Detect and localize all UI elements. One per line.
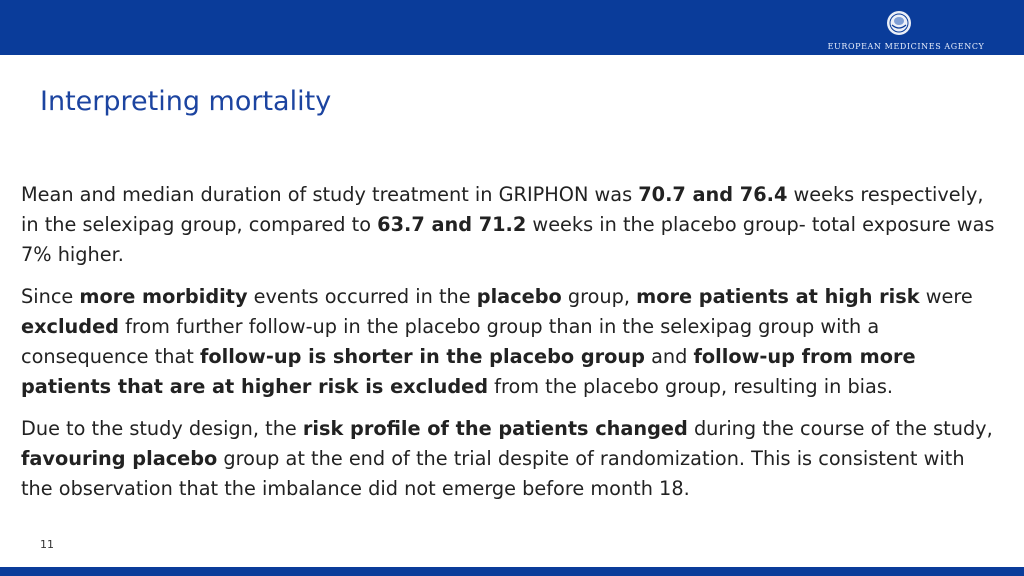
paragraph-text: weeks in the placebo group- total exposure was 7% higher. [21,213,995,266]
emphasis-text: more patients at high risk [636,285,920,308]
emphasis-text: follow-up from more patients that are at higher risk is excluded [21,345,916,398]
paragraph-text: group at the end of the trial despite of randomization. This is consistent with the observation that the imbalance did not emerge before month 18. [21,447,965,500]
paragraph-text: group, [561,285,637,308]
paragraph-text: from the placebo group, resulting in bias. [488,375,894,398]
paragraph-text: Mean and median duration of study treatment in GRIPHON was [21,183,639,206]
emphasis-text: 63.7 and 71.2 [377,213,527,236]
body-paragraph [21,414,1001,504]
emphasis-text: placebo [476,285,562,308]
paragraph-text: during the course of the study, [687,417,993,440]
page-number: 11 [40,538,54,551]
paragraph-text: and [644,345,694,368]
body-paragraph [21,180,1001,270]
paragraph-text: weeks respectively, in the selexipag group, compared to [21,183,984,236]
agency-name: EUROPEAN MEDICINES AGENCY [827,42,985,51]
agency-logo [824,8,984,52]
emphasis-text: excluded [21,315,119,338]
footer-bar [0,567,1024,576]
emphasis-text: 70.7 and 76.4 [638,183,788,206]
body-paragraph [21,282,1001,402]
paragraph-text: events occurred in the [247,285,477,308]
paragraph-text: Since [21,285,80,308]
page-title: Interpreting mortality [40,86,332,117]
paragraph-text: were [919,285,973,308]
ema-emblem-icon [886,10,912,36]
slide-body [21,180,1001,516]
emphasis-text: favouring placebo [21,447,218,470]
paragraph-text: Due to the study design, the [21,417,303,440]
emphasis-text: risk profile of the patients changed [302,417,688,440]
paragraph-text: from further follow-up in the placebo group than in the selexipag group with a consequence that [21,315,880,368]
header-bar [0,0,1024,55]
emphasis-text: follow-up is shorter in the placebo group [199,345,645,368]
emphasis-text: more morbidity [79,285,248,308]
